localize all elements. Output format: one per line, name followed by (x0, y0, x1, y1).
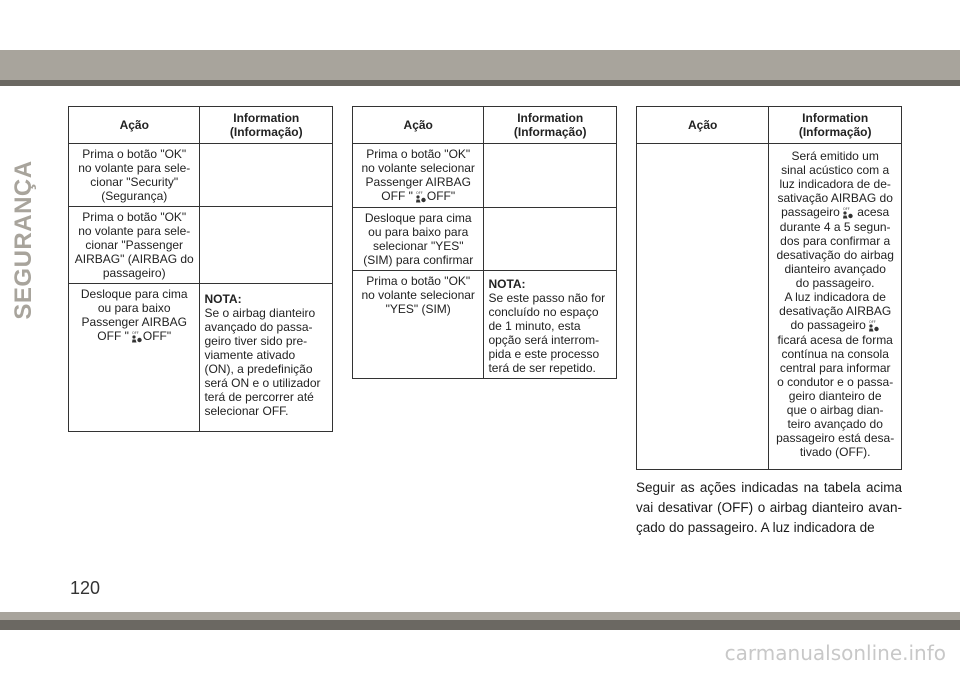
footer-band (0, 612, 960, 620)
table-row (69, 207, 333, 284)
info-cell: Será emitido um sinal acústico com a luz indicadora de de- sativação AIRBAG do passageiro OFF acesa durante 4 a 5 segun- dos para confirmar a desativação do airbag dianteiro avançado do passageiro. A luz indicadora de desativação AIRBAG do passageiro OFF ficará acesa de forma contínua na consola central para informar o condutor e o passa- geiro dianteiro de que o airbag dian- teiro avançado do passageiro está desa- tivado (OFF). (769, 144, 902, 470)
header-action: Ação (353, 107, 484, 144)
header-action: Ação (69, 107, 200, 144)
header-action: Ação (637, 107, 769, 144)
info-cell: NOTA: Se este passo não for concluído no espaço de 1 minuto, esta opção será interrom- pida e este processo terá de ser repetido. (484, 270, 617, 378)
info-cell (484, 207, 617, 270)
action-cell: Prima o botão "OK" no volante para sele- cionar "Security" (Segurança) (69, 144, 200, 207)
header-information: Information (Informação) (484, 107, 617, 144)
table-row (353, 270, 617, 378)
header-rule (0, 80, 960, 86)
header-information: Information (Informação) (200, 107, 333, 144)
table-row (353, 144, 617, 208)
action-cell: Prima o botão "OK" no volante para sele- cionar "Passenger AIRBAG" (AIRBAG do passageiro) (69, 207, 200, 284)
airbag-off-icon (840, 206, 854, 220)
procedure-table-3 (636, 106, 902, 470)
action-cell: Desloque para cima ou para baixo para selecionar "YES" (SIM) para confirmar (353, 207, 484, 270)
header-information: Information (Informação) (769, 107, 902, 144)
airbag-off-icon (866, 319, 880, 333)
action-cell: Desloque para cima ou para baixo Passenger AIRBAG OFF " OFF OFF" (69, 284, 200, 432)
svg-text:OFF: OFF (868, 319, 876, 324)
airbag-off-icon (129, 330, 143, 344)
action-cell: Prima o botão "OK" no volante selecionar "YES" (SIM) (353, 270, 484, 378)
watermark: carmanualsonline.info (724, 641, 946, 665)
action-cell (637, 144, 769, 470)
table-row (353, 207, 617, 270)
svg-text:OFF: OFF (842, 206, 850, 211)
info-cell (200, 207, 333, 284)
table-header-row (69, 107, 333, 144)
note-label: NOTA: (488, 276, 526, 291)
section-label: SEGURANÇA (10, 160, 37, 320)
action-cell: Prima o botão "OK" no volante selecionar Passenger AIRBAG OFF " OFF OFF" (353, 144, 484, 208)
svg-text:OFF: OFF (415, 190, 423, 195)
info-cell: NOTA: Se o airbag dianteiro avançado do passa- geiro tiver sido pre- viamente ativado (ON), a predefinição será ON e o utilizador terá de percorrer até selecionar OFF. (200, 284, 333, 432)
svg-text:OFF: OFF (131, 330, 139, 335)
header-band (0, 50, 960, 80)
procedure-table-2 (352, 106, 617, 379)
procedure-table-1 (68, 106, 333, 432)
info-cell (200, 144, 333, 207)
note-label: NOTA: (204, 292, 242, 306)
table-row (69, 284, 333, 432)
table-header-row (353, 107, 617, 144)
body-paragraph: Seguir as ações indicadas na tabela acima vai desativar (OFF) o airbag dianteiro avan- çado do passageiro. A luz indicadora de (636, 480, 902, 535)
table-row (69, 144, 333, 207)
table-header-row (637, 107, 902, 144)
page-number: 120 (70, 578, 101, 598)
airbag-off-icon (413, 190, 427, 204)
footer-rule (0, 620, 960, 630)
info-cell (484, 144, 617, 208)
table-row (637, 144, 902, 470)
